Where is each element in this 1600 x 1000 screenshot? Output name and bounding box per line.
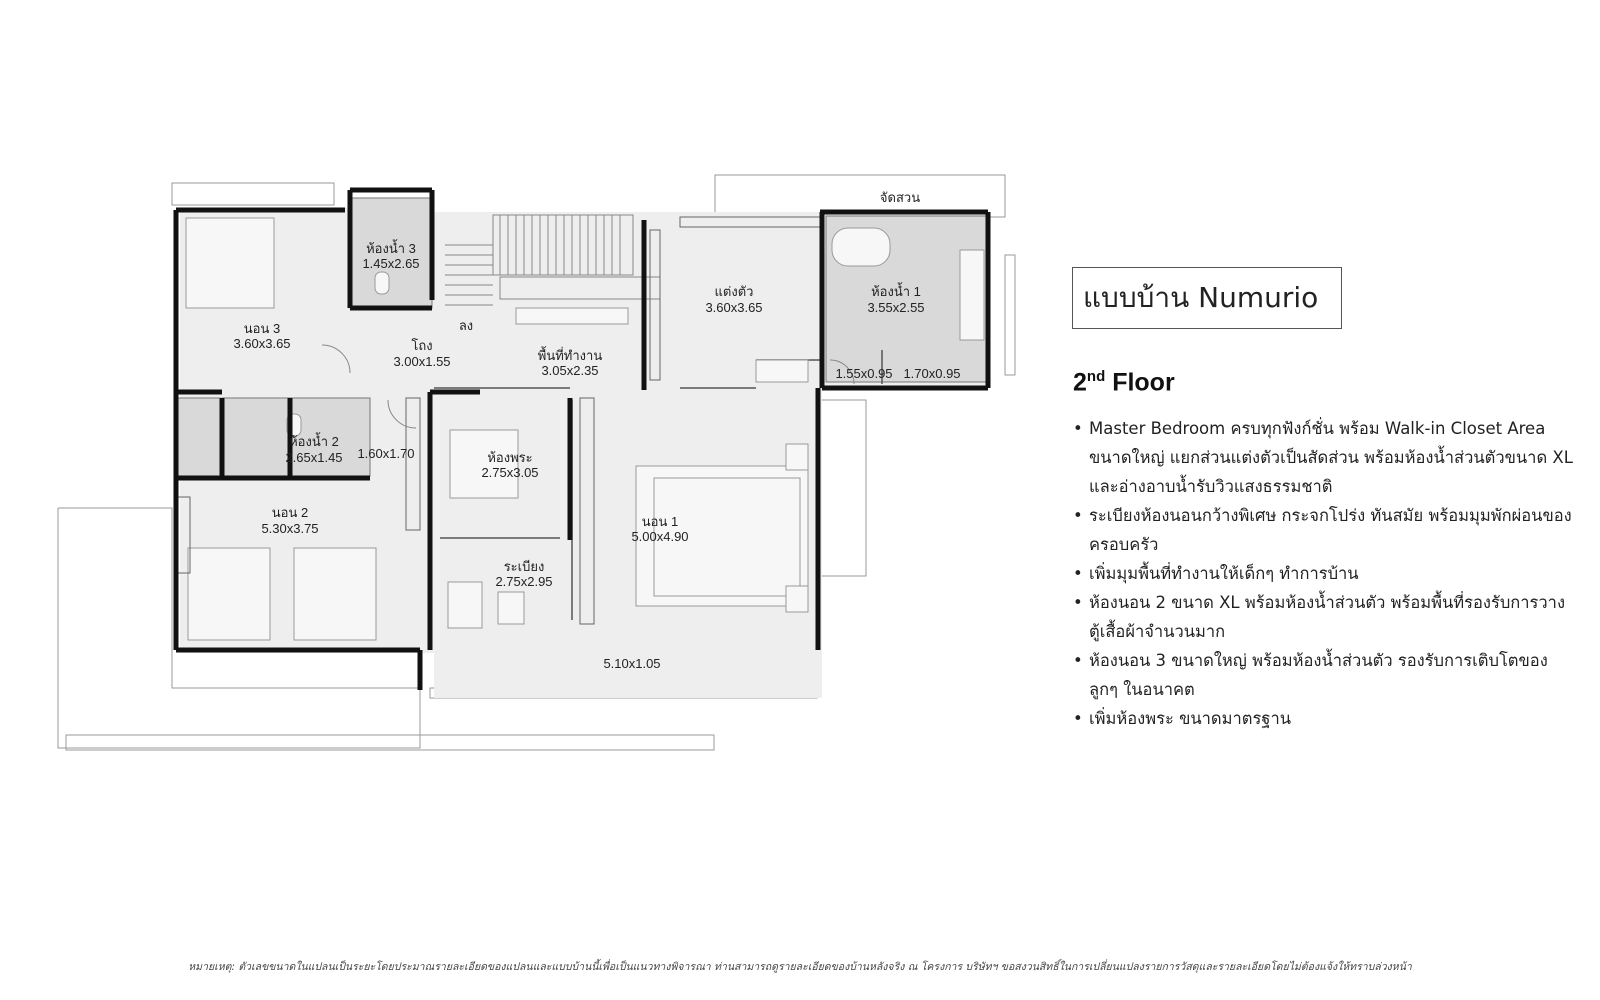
vanity bbox=[960, 250, 984, 340]
down-label: ลง bbox=[458, 318, 474, 333]
hall-name: โถง bbox=[411, 338, 433, 353]
bath2-dim: 2.65x1.45 bbox=[285, 450, 343, 465]
balcony-name: ระเบียง bbox=[503, 559, 545, 574]
work-dim: 3.05x2.35 bbox=[541, 363, 599, 378]
feature-item: • เพิ่มมุมพื้นที่ทำงานให้เด็กๆ ทำการบ้าน bbox=[1073, 559, 1573, 588]
shower-a-dim: 1.55x0.95 bbox=[835, 366, 893, 381]
bath3-dim: 1.45x2.65 bbox=[362, 256, 420, 271]
bed-3 bbox=[186, 218, 274, 308]
bath1-name: ห้องน้ำ 1 bbox=[871, 284, 921, 299]
prayer-dim: 2.75x3.05 bbox=[481, 465, 539, 480]
bed1-name: นอน 1 bbox=[641, 514, 679, 529]
closet-dim: 1.60x1.70 bbox=[357, 446, 415, 461]
balcony-dim: 2.75x2.95 bbox=[495, 574, 553, 589]
bath2-name: ห้องน้ำ 2 bbox=[289, 434, 339, 449]
bath1-dim: 3.55x2.55 bbox=[867, 300, 925, 315]
work-name: พื้นที่ทำงาน bbox=[537, 348, 603, 363]
floor-label: Floor bbox=[1112, 368, 1175, 397]
feature-list bbox=[1073, 414, 1573, 733]
feature-item: • Master Bedroom ครบทุกฟังก์ชั่น พร้อม Walk-in Closet Area ขนาดใหญ่ แยกส่วนแต่งตัวเป็นสัดส่วน พร้อมห้องน้ำส่วนตัวขนาด XL และอ่างอาบน้ำรับวิวแสงธรรมชาติ bbox=[1073, 414, 1573, 501]
shower-b-dim: 1.70x0.95 bbox=[903, 366, 961, 381]
bed-2-right bbox=[294, 548, 376, 640]
floor-heading bbox=[1073, 368, 1175, 397]
bed2-name: นอน 2 bbox=[271, 505, 309, 520]
bathtub bbox=[832, 228, 890, 266]
floor-number: 2 bbox=[1073, 368, 1087, 397]
feature-item: • เพิ่มห้องพระ ขนาดมาตรฐาน bbox=[1073, 704, 1573, 733]
bed-2-left bbox=[188, 548, 270, 640]
bath3-name: ห้องน้ำ 3 bbox=[366, 241, 416, 256]
feature-item: • ห้องนอน 2 ขนาด XL พร้อมห้องน้ำส่วนตัว พร้อมพื้นที่รองรับการวางตู้เสื้อผ้าจำนวนมาก bbox=[1073, 588, 1573, 646]
nightstand-a bbox=[786, 444, 808, 470]
house-title: แบบบ้าน Numurio bbox=[1072, 267, 1342, 329]
feature-item: • ห้องนอน 3 ขนาดใหญ่ พร้อมห้องน้ำส่วนตัว รองรับการเติบโตของลูกๆ ในอนาคต bbox=[1073, 646, 1573, 704]
armchair bbox=[448, 582, 482, 628]
terrace-dim: 5.10x1.05 bbox=[603, 656, 661, 671]
bed3-dim: 3.60x3.65 bbox=[233, 336, 291, 351]
bed1-dim: 5.00x4.90 bbox=[631, 529, 689, 544]
dress-dim: 3.60x3.65 bbox=[705, 300, 763, 315]
bed3-name: นอน 3 bbox=[243, 321, 281, 336]
floor-suffix: nd bbox=[1086, 368, 1106, 385]
dress-name: แต่งตัว bbox=[714, 284, 754, 299]
feature-item: • ระเบียงห้องนอนกว้างพิเศษ กระจกโปร่ง ทันสมัย พร้อมมุมพักผ่อนของครอบครัว bbox=[1073, 501, 1573, 559]
garden-label: จัดสวน bbox=[879, 190, 921, 205]
dressing-island bbox=[756, 360, 808, 382]
prayer-name: ห้องพระ bbox=[487, 450, 533, 465]
footnote: หมายเหตุ: ตัวเลขขนาดในแปลนเป็นระยะโดยประมาณรายละเอียดของแปลนและแบบบ้านนี้เพื่อเป็นแนวทางพิจารณา ท่านสามารถดูรายละเอียดของบ้านหลังจริง ณ โครงการ บริษัทฯ ขอสงวนสิทธิ์ในการเปลี่ยนแปลงรายการวัสดุและรายละเอียดโดยไม่ต้องแจ้งให้ทราบล่วงหน้า bbox=[188, 961, 1412, 973]
desk bbox=[516, 308, 628, 324]
toilet-3 bbox=[375, 272, 389, 294]
hall-dim: 3.00x1.55 bbox=[393, 354, 451, 369]
bed2-dim: 5.30x3.75 bbox=[261, 521, 319, 536]
side-table bbox=[498, 592, 524, 624]
nightstand-b bbox=[786, 586, 808, 612]
